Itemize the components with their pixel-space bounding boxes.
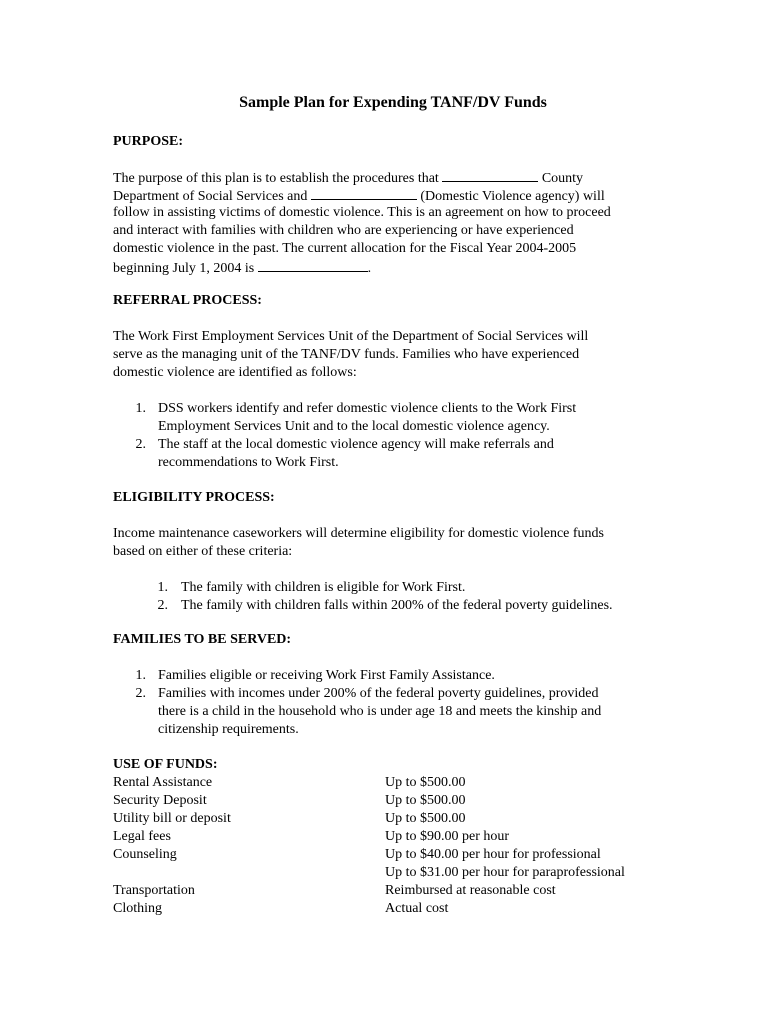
- agency-blank: [311, 186, 417, 200]
- fund-value: Up to $40.00 per hour for professional: [385, 847, 601, 862]
- fund-value: Up to $31.00 per hour for paraprofessional: [385, 865, 625, 880]
- purpose-line-5: domestic violence in the past. The current allocation for the Fiscal Year 2004-2005: [113, 241, 577, 256]
- referral-item-number: 2.: [135, 437, 146, 452]
- fund-label: Clothing: [113, 901, 163, 916]
- fund-label: Rental Assistance: [113, 775, 213, 790]
- purpose-line-1: The purpose of this plan is to establish the procedures that County: [113, 168, 583, 188]
- fund-value: Up to $500.00: [385, 811, 466, 826]
- fund-label: Utility bill or deposit: [113, 811, 231, 826]
- purpose-line-4: and interact with families with children who are experiencing or have experienced: [113, 223, 574, 238]
- purpose-line-3: follow in assisting victims of domestic violence. This is an agreement on how to proceed: [113, 205, 611, 220]
- referral-heading: REFERRAL PROCESS:: [113, 293, 262, 308]
- eligibility-heading: ELIGIBILITY PROCESS:: [113, 490, 275, 505]
- referral-line-3: domestic violence are identified as follows:: [113, 365, 357, 380]
- eligibility-item-number: 2.: [157, 598, 168, 613]
- fund-label: Security Deposit: [113, 793, 207, 808]
- fund-label: Legal fees: [113, 829, 171, 844]
- fund-value: Up to $90.00 per hour: [385, 829, 510, 844]
- eligibility-line-1: Income maintenance caseworkers will determine eligibility for domestic violence funds: [113, 526, 604, 541]
- referral-item-number: 1.: [135, 401, 146, 416]
- allocation-blank: [258, 258, 368, 272]
- families-item-1-line-1: Families eligible or receiving Work First Family Assistance.: [158, 668, 495, 683]
- purpose-heading: PURPOSE:: [113, 134, 183, 149]
- referral-item-2-line-2: recommendations to Work First.: [158, 455, 339, 470]
- eligibility-line-2: based on either of these criteria:: [113, 544, 293, 559]
- fund-label: Counseling: [113, 847, 177, 862]
- eligibility-item-number: 1.: [157, 580, 168, 595]
- referral-item-1-line-1: DSS workers identify and refer domestic violence clients to the Work First: [158, 401, 577, 416]
- fund-label: Transportation: [113, 883, 195, 898]
- referral-item-1-line-2: Employment Services Unit and to the local domestic violence agency.: [158, 419, 550, 434]
- families-item-number: 2.: [135, 686, 146, 701]
- families-item-number: 1.: [135, 668, 146, 683]
- funds-heading: USE OF FUNDS:: [113, 757, 218, 772]
- families-item-2-line-1: Families with incomes under 200% of the federal poverty guidelines, provided: [158, 686, 599, 701]
- referral-item-2-line-1: The staff at the local domestic violence agency will make referrals and: [158, 437, 554, 452]
- fund-value: Up to $500.00: [385, 793, 466, 808]
- eligibility-item-2: The family with children falls within 200% of the federal poverty guidelines.: [181, 598, 613, 613]
- fund-value: Up to $500.00: [385, 775, 466, 790]
- referral-line-1: The Work First Employment Services Unit of the Department of Social Services will: [113, 329, 589, 344]
- families-item-2-line-2: there is a child in the household who is under age 18 and meets the kinship and: [158, 704, 602, 719]
- county-blank: [442, 168, 538, 182]
- fund-value: Reimbursed at reasonable cost: [385, 883, 556, 898]
- document-title: Sample Plan for Expending TANF/DV Funds: [239, 94, 547, 111]
- referral-line-2: serve as the managing unit of the TANF/DV funds. Families who have experienced: [113, 347, 580, 362]
- families-heading: FAMILIES TO BE SERVED:: [113, 632, 292, 647]
- families-item-2-line-3: citizenship requirements.: [158, 722, 299, 737]
- fund-value: Actual cost: [385, 901, 449, 916]
- eligibility-item-1: The family with children is eligible for Work First.: [181, 580, 466, 595]
- purpose-line-6: beginning July 1, 2004 is .: [113, 258, 371, 278]
- purpose-line-2: Department of Social Services and (Domestic Violence agency) will: [113, 186, 605, 206]
